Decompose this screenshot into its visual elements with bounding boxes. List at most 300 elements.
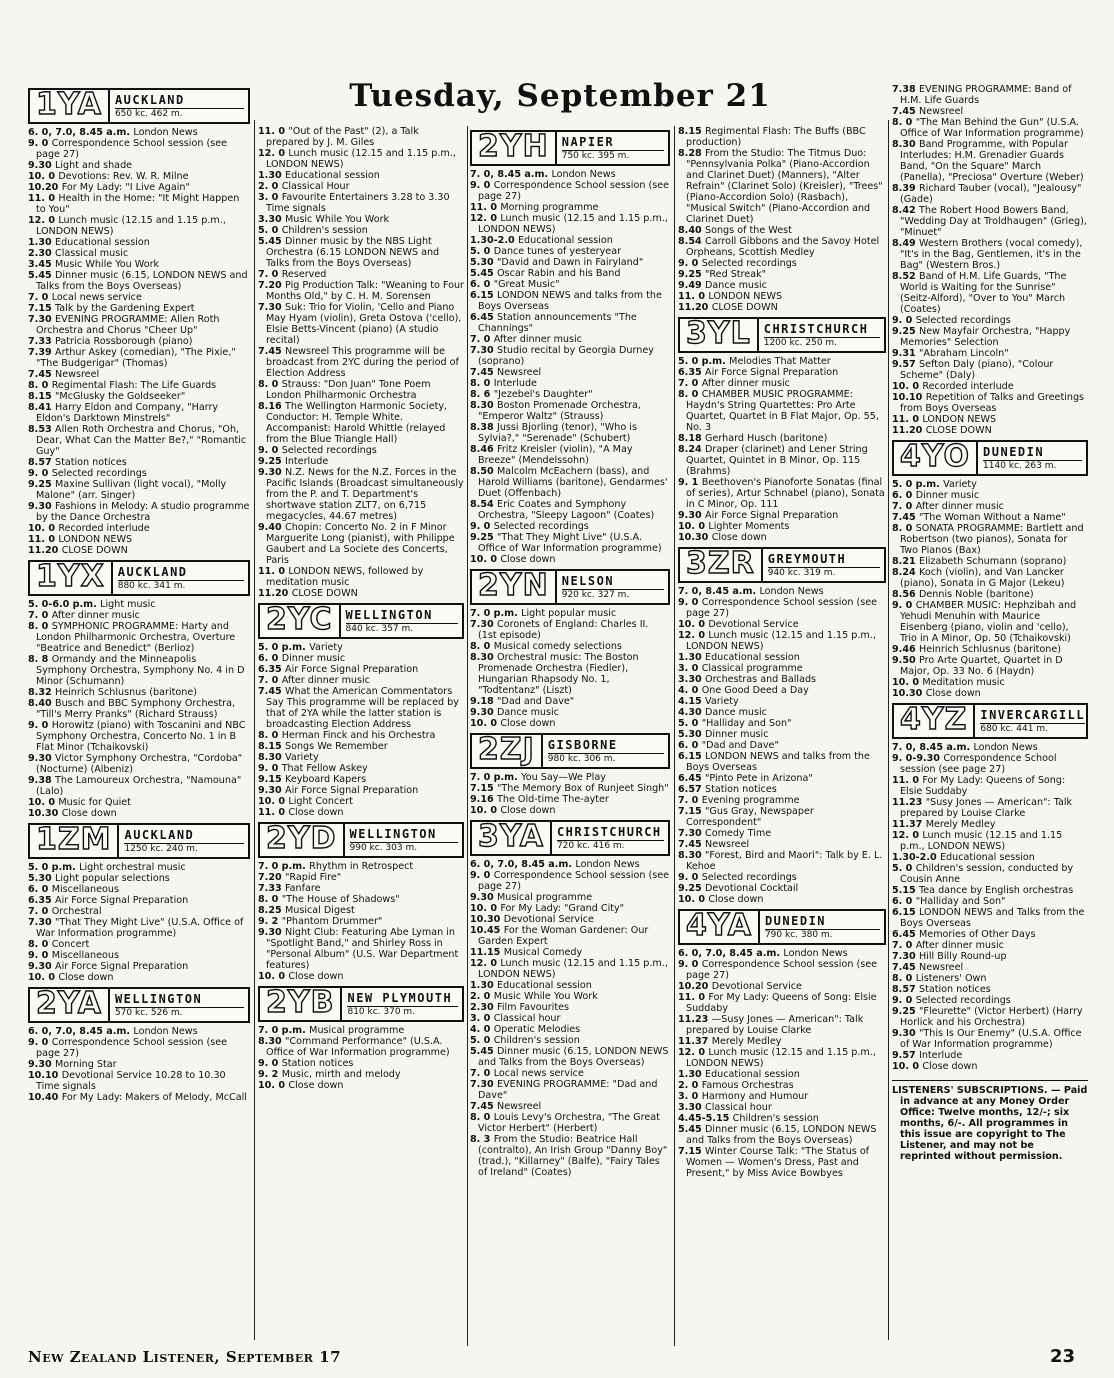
programme-item bbox=[28, 621, 250, 654]
programme-item bbox=[28, 479, 250, 501]
station-banner bbox=[258, 822, 464, 858]
programme-text: Variety bbox=[285, 752, 319, 763]
programme-text: —Susy Jones — American": Talk prepared by Louise Clarke bbox=[686, 1014, 864, 1036]
programme-item bbox=[258, 861, 464, 872]
programme-text: Interlude bbox=[493, 378, 537, 389]
programme-time: 4.15 bbox=[678, 696, 706, 707]
programme-text: "McGlusky the Goldseeker" bbox=[55, 391, 186, 402]
station-info bbox=[119, 825, 248, 857]
programme-item bbox=[678, 269, 886, 280]
programme-item bbox=[28, 336, 250, 347]
programme-time: 9.30 bbox=[28, 961, 56, 972]
programme-text: Listeners' Own bbox=[915, 973, 987, 984]
programme-item bbox=[678, 740, 886, 751]
programme-item bbox=[892, 644, 1088, 655]
programme-text: Victor Symphony Orchestra, "Cordoba" (Nocturne) (Albeniz) bbox=[36, 753, 243, 775]
programme-text: Dinner music bbox=[281, 653, 346, 664]
programme-text: "Pinto Pete in Arizona" bbox=[705, 773, 813, 784]
programme-time: 8.40 bbox=[28, 698, 56, 709]
programme-item bbox=[258, 236, 464, 269]
programme-text: Dance music bbox=[705, 280, 767, 291]
programme-text: Children's session, conducted by Cousin Anne bbox=[900, 863, 1074, 885]
programme-time: 8. 0 bbox=[892, 117, 916, 128]
programme-text: Dinner music (6.15, LONDON NEWS and Talks from the Boys Overseas) bbox=[686, 1124, 877, 1146]
programme-time: 6.45 bbox=[892, 929, 920, 940]
programme-item bbox=[258, 785, 464, 796]
programme-text: Close down bbox=[288, 807, 344, 818]
programme-item bbox=[470, 235, 670, 246]
programme-item bbox=[892, 896, 1088, 907]
programme-text: Correspondence School session (see page 27) bbox=[478, 870, 670, 892]
programme-item bbox=[470, 947, 670, 958]
programme-item bbox=[892, 117, 1088, 139]
programme-item bbox=[470, 389, 670, 400]
programme-item bbox=[28, 402, 250, 424]
programme-time: 9. 0 bbox=[678, 959, 702, 970]
programme-text: Maxine Sullivan (light vocal), "Molly Malone" (arr. Singer) bbox=[36, 479, 227, 501]
station-call-sign: 4YZ bbox=[894, 705, 975, 737]
programme-item bbox=[258, 883, 464, 894]
programme-item bbox=[28, 906, 250, 917]
programme-time: 1.30-2.0 bbox=[470, 235, 518, 246]
programme-time: 9. 0 bbox=[258, 763, 282, 774]
programme-text: Music While You Work bbox=[55, 259, 160, 270]
programme-item bbox=[892, 984, 1088, 995]
programme-text: LONDON NEWS and talks from the Boys Overseas bbox=[686, 751, 870, 773]
programme-text: Correspondence School session (see page 27) bbox=[686, 959, 878, 981]
programme-text: Educational session bbox=[518, 235, 613, 246]
programme-text: Close down bbox=[58, 972, 114, 983]
programme-item bbox=[892, 962, 1088, 973]
programme-item bbox=[28, 698, 250, 720]
programme-time: 7. 0 bbox=[28, 610, 52, 621]
programme-time: 7. 0 bbox=[28, 906, 52, 917]
programme-time: 6.45 bbox=[678, 773, 706, 784]
programme-text: Songs We Remember bbox=[285, 741, 388, 752]
programme-text: LONDON NEWS bbox=[58, 534, 133, 545]
column-rule bbox=[467, 126, 468, 1346]
programme-text: Musical Digest bbox=[285, 905, 355, 916]
programme-text: Lighter Moments bbox=[708, 521, 790, 532]
programme-time: 12. 0 bbox=[470, 958, 501, 969]
programme-text: Memories of Other Days bbox=[919, 929, 1036, 940]
programme-text: Correspondence School session (see page 27) bbox=[478, 180, 670, 202]
programme-time: 11.20 bbox=[892, 425, 926, 436]
programme-item bbox=[678, 258, 886, 269]
programme-text: Lunch music (12.15 and 1.15 p.m., LONDON NEWS) bbox=[36, 215, 226, 237]
programme-text: Air Force Signal Preparation bbox=[55, 895, 189, 906]
column-rule bbox=[254, 120, 255, 1340]
programme-item bbox=[892, 907, 1088, 929]
programme-text: Classical hour bbox=[493, 1013, 561, 1024]
programme-item bbox=[678, 1102, 886, 1113]
programme-item bbox=[28, 391, 250, 402]
programme-text: Air Force Signal Preparation bbox=[705, 510, 839, 521]
programme-time: 12. 0 bbox=[258, 148, 289, 159]
programme-time: 7.33 bbox=[258, 883, 286, 894]
programme-item bbox=[678, 806, 886, 828]
programme-time: 9.18 bbox=[470, 696, 498, 707]
programme-time: 7. 0 bbox=[28, 292, 52, 303]
programme-item bbox=[892, 501, 1088, 512]
programme-time: 9.40 bbox=[258, 522, 286, 533]
programme-text: Merely Medley bbox=[925, 819, 996, 830]
programme-item bbox=[258, 774, 464, 785]
programme-text: Devotional Service bbox=[711, 981, 802, 992]
programme-time: 11. 0 bbox=[678, 291, 709, 302]
programme-text: LONDON NEWS bbox=[708, 291, 783, 302]
programme-text: Film Favourites bbox=[497, 1002, 569, 1013]
programme-time: 8.46 bbox=[470, 444, 498, 455]
programme-text: "Phantom Drummer" bbox=[281, 916, 383, 927]
programme-time: 8. 0 bbox=[258, 730, 282, 741]
programme-item bbox=[892, 753, 1088, 775]
programme-text: "Forest, Bird and Maori": Talk by E. L. Kehoe bbox=[686, 850, 883, 872]
programme-text: EVENING PROGRAMME: Band of H.M. Life Guards bbox=[900, 84, 1072, 106]
programme-item bbox=[892, 1050, 1088, 1061]
programme-time: 6.35 bbox=[258, 664, 286, 675]
programme-item bbox=[470, 466, 670, 499]
programme-item bbox=[258, 346, 464, 379]
programme-item bbox=[470, 870, 670, 892]
programme-time: 3.45 bbox=[28, 259, 56, 270]
column-5 bbox=[892, 84, 1088, 1334]
programme-text: Merely Medley bbox=[711, 1036, 782, 1047]
programme-item bbox=[470, 169, 670, 180]
programme-text: Close down bbox=[61, 808, 117, 819]
station-banner bbox=[470, 733, 670, 769]
programme-time: 8. 0 bbox=[258, 379, 282, 390]
programme-time: 3. 0 bbox=[678, 663, 702, 674]
programme-text: "Gus Gray, Newspaper Correspondent" bbox=[686, 806, 814, 828]
programme-text: "The Man Behind the Gun" (U.S.A. Office of War Information programme) bbox=[900, 117, 1084, 139]
programme-time: 4.30 bbox=[678, 707, 706, 718]
station-call-sign: 4YO bbox=[894, 442, 978, 474]
programme-item bbox=[892, 425, 1088, 436]
station-call-sign: 2ZJ bbox=[472, 735, 543, 767]
programme-time: 10.10 bbox=[892, 392, 926, 403]
programme-item bbox=[258, 872, 464, 883]
programme-item bbox=[470, 980, 670, 991]
programme-time: 8.24 bbox=[892, 567, 920, 578]
programme-text: Classical programme bbox=[701, 663, 803, 674]
column-1 bbox=[28, 84, 250, 1334]
programme-time: 7. 0 p.m. bbox=[470, 608, 522, 619]
programme-time: 5.45 bbox=[470, 268, 498, 279]
programme-text: Fanfare bbox=[285, 883, 321, 894]
station-block bbox=[678, 909, 886, 1179]
programme-text: CLOSE DOWN bbox=[711, 302, 778, 313]
programme-time: 5. 0 p.m. bbox=[258, 642, 310, 653]
programme-item bbox=[470, 1079, 670, 1101]
programme-item bbox=[28, 687, 250, 698]
programme-time: 5.45 bbox=[28, 270, 56, 281]
programme-item bbox=[678, 444, 886, 477]
programme-item bbox=[678, 532, 886, 543]
programme-text: Music While You Work bbox=[493, 991, 598, 1002]
programme-item bbox=[28, 171, 250, 182]
station-banner bbox=[28, 560, 250, 596]
programme-time: 7.20 bbox=[258, 872, 286, 883]
station-frequency: 720 kc. 416 m. bbox=[556, 841, 625, 851]
programme-time: 10.20 bbox=[28, 182, 62, 193]
programme-item bbox=[28, 424, 250, 457]
station-banner bbox=[678, 547, 886, 583]
station-info bbox=[345, 824, 463, 856]
programme-text: Richard Tauber (vocal), "Jealousy" (Gade) bbox=[900, 183, 1082, 205]
programme-text: Newsreel This programme will be broadcast from 2YC during the period of Election Address bbox=[266, 346, 459, 379]
programme-item bbox=[258, 686, 464, 730]
programme-item bbox=[28, 138, 250, 160]
programme-item bbox=[678, 148, 886, 225]
programme-text: Winter Course Talk: "The Status of Women — Women's Dress, Past and Present," by Miss Avice Bowbyes bbox=[686, 1146, 870, 1179]
programme-time: 7.45 bbox=[28, 369, 56, 380]
programme-text: Evening programme bbox=[701, 795, 800, 806]
programme-text: Recorded interlude bbox=[922, 381, 1014, 392]
programme-item bbox=[678, 773, 886, 784]
programme-text: Educational session bbox=[940, 852, 1035, 863]
programme-time: 9. 0-9.30 bbox=[892, 753, 944, 764]
programme-item bbox=[28, 961, 250, 972]
programme-time: 4.45-5.15 bbox=[678, 1113, 733, 1124]
programme-time: 3. 0 bbox=[678, 1091, 702, 1102]
programme-item bbox=[892, 392, 1088, 414]
programme-text: Reserved bbox=[281, 269, 327, 280]
column-4 bbox=[678, 126, 886, 1376]
programme-text: Close down bbox=[922, 1061, 978, 1072]
programme-time: 1.30 bbox=[678, 1069, 706, 1080]
station-block bbox=[258, 126, 464, 599]
programme-item bbox=[470, 312, 670, 334]
programme-time: 2.30 bbox=[28, 248, 56, 259]
programme-time: 9.30 bbox=[258, 785, 286, 796]
station-banner bbox=[892, 440, 1088, 476]
programme-time: 12. 0 bbox=[678, 630, 709, 641]
programme-item bbox=[678, 1124, 886, 1146]
programme-text: Oscar Rabin and his Band bbox=[497, 268, 621, 279]
programme-time: 11. 0 bbox=[28, 534, 59, 545]
programme-item bbox=[28, 895, 250, 906]
programme-item bbox=[470, 1002, 670, 1013]
programme-time: 9.30 bbox=[28, 1059, 56, 1070]
programme-time: 6. 0, 7.0, 8.45 a.m. bbox=[28, 127, 134, 138]
programme-item bbox=[892, 183, 1088, 205]
station-banner bbox=[892, 703, 1088, 739]
programme-text: Classical music bbox=[55, 248, 129, 259]
programme-time: 10. 0 bbox=[258, 971, 289, 982]
programme-text: Dinner music by the NBS Light Orchestra (6.15 LONDON NEWS and Talks from the Boys Overseas) bbox=[266, 236, 440, 269]
programme-text: Newsreel bbox=[919, 106, 964, 117]
programme-item bbox=[470, 991, 670, 1002]
station-city: AUCKLAND bbox=[118, 565, 244, 581]
programme-text: "Fleurette" (Victor Herbert) (Harry Horlick and his Orchestra) bbox=[900, 1006, 1083, 1028]
programme-time: 9.25 bbox=[678, 883, 706, 894]
programme-item bbox=[470, 641, 670, 652]
programme-text: "The Memory Box of Runjeet Singh" bbox=[497, 783, 669, 794]
programme-time: 7. 0 p.m. bbox=[470, 772, 522, 783]
programme-time: 8.50 bbox=[470, 466, 498, 477]
programme-item bbox=[258, 675, 464, 686]
programme-text: Gerhard Husch (baritone) bbox=[705, 433, 828, 444]
programme-time: 12. 0 bbox=[892, 830, 923, 841]
programme-text: Children's session bbox=[493, 1035, 580, 1046]
programme-item bbox=[678, 751, 886, 773]
programme-text: CHAMBER MUSIC: Hephzibah and Yehudi Menuhin with Maurice Eisenberg (piano, violin and 'cello), Trio in A Minor, Op. 50 (Tchaikovski) bbox=[900, 600, 1077, 644]
programme-item bbox=[892, 819, 1088, 830]
programme-text: "Susy Jones — American": Talk prepared by Louise Clarke bbox=[900, 797, 1073, 819]
station-call-sign: 2YD bbox=[260, 824, 345, 856]
programme-text: "That They Might Live" (U.S.A. Office of War Information programme) bbox=[478, 532, 662, 554]
programme-text: Devotional Service bbox=[708, 619, 799, 630]
programme-item bbox=[678, 696, 886, 707]
station-info bbox=[543, 735, 668, 767]
programme-time: 8. 0 bbox=[892, 973, 916, 984]
programme-item bbox=[258, 181, 464, 192]
programme-time: 2. 0 bbox=[258, 181, 282, 192]
programme-item bbox=[470, 213, 670, 235]
programme-time: 9.25 bbox=[892, 1006, 920, 1017]
programme-time: 7.15 bbox=[470, 783, 498, 794]
programme-item bbox=[892, 315, 1088, 326]
station-block bbox=[678, 547, 886, 905]
programme-text: Dennis Noble (baritone) bbox=[919, 589, 1034, 600]
programme-item bbox=[258, 456, 464, 467]
programme-time: 9. 0 bbox=[470, 521, 494, 532]
programme-time: 7. 0, 8.45 a.m. bbox=[470, 169, 552, 180]
station-block bbox=[678, 126, 886, 313]
programme-time: 4. 0 bbox=[678, 685, 702, 696]
programme-text: Close down bbox=[925, 688, 981, 699]
station-call-sign: 1ZM bbox=[30, 825, 119, 857]
programme-text: Fashions in Melody: A studio programme by the Dance Orchestra bbox=[36, 501, 250, 523]
programme-item bbox=[678, 236, 886, 258]
programme-item bbox=[28, 950, 250, 961]
programme-item bbox=[892, 106, 1088, 117]
programme-text: Heinrich Schlusnus (baritone) bbox=[55, 687, 197, 698]
programme-time: 8.53 bbox=[28, 424, 56, 435]
column-2 bbox=[258, 126, 464, 1376]
programme-text: Orchestral bbox=[51, 906, 102, 917]
programme-time: 10. 0 bbox=[678, 619, 709, 630]
programme-item bbox=[892, 479, 1088, 490]
programme-item bbox=[678, 225, 886, 236]
programme-time: 9.25 bbox=[28, 479, 56, 490]
programme-text: London News bbox=[759, 586, 824, 597]
station-city: WELLINGTON bbox=[346, 608, 458, 624]
programme-text: For My Lady: Queens of Song: Elsie Suddaby bbox=[900, 775, 1066, 797]
programme-time: 8.30 bbox=[678, 850, 706, 861]
programme-item bbox=[28, 1092, 250, 1103]
programme-item bbox=[258, 1069, 464, 1080]
programme-time: 8.30 bbox=[470, 652, 498, 663]
programme-time: 6. 0 bbox=[892, 490, 916, 501]
programme-time: 10. 0 bbox=[470, 805, 501, 816]
programme-text: Musical comedy selections bbox=[493, 641, 622, 652]
programme-text: Lunch music (12.15 and 1.15 p.m., LONDON NEWS) bbox=[900, 830, 1063, 852]
programme-item bbox=[892, 797, 1088, 819]
programme-time: 9.30 bbox=[28, 160, 56, 171]
programme-text: Light music bbox=[100, 599, 156, 610]
programme-text: Station announcements "The Channings" bbox=[478, 312, 637, 334]
programme-text: Dance music bbox=[705, 707, 767, 718]
programme-item bbox=[678, 674, 886, 685]
programme-time: 8. 0 bbox=[470, 641, 494, 652]
station-frequency: 920 kc. 327 m. bbox=[561, 590, 630, 600]
programme-text: Talk by the Gardening Expert bbox=[55, 303, 195, 314]
programme-text: Dance music bbox=[497, 707, 559, 718]
programme-time: 7.45 bbox=[678, 839, 706, 850]
programme-text: Sefton Daly (piano), "Colour Scheme" (Daly) bbox=[900, 359, 1054, 381]
programme-time: 9.57 bbox=[892, 359, 920, 370]
programme-time: 9.38 bbox=[28, 775, 56, 786]
programme-text: Louis Levy's Orchestra, "The Great Victor Herbert" (Herbert) bbox=[478, 1112, 660, 1134]
programme-time: 10. 0 bbox=[258, 1080, 289, 1091]
programme-time: 8. 8 bbox=[28, 654, 52, 665]
programme-time: 9. 2 bbox=[258, 916, 282, 927]
programme-time: 9.30 bbox=[28, 753, 56, 764]
programme-text: Variety bbox=[309, 642, 343, 653]
programme-text: Fritz Kreisler (violin), "A May Breeze" (Mendelssohn) bbox=[478, 444, 633, 466]
programme-text: Lunch music (12.15 and 1.15 p.m., LONDON NEWS) bbox=[478, 213, 668, 235]
programme-text: Light orchestral music bbox=[79, 862, 186, 873]
programme-item bbox=[678, 521, 886, 532]
programme-item bbox=[470, 422, 670, 444]
programme-time: 9.31 bbox=[892, 348, 920, 359]
programme-item bbox=[892, 490, 1088, 501]
programme-text: Light and shade bbox=[55, 160, 133, 171]
programme-item bbox=[892, 1028, 1088, 1050]
programme-time: 6. 0, 7.0, 8.45 a.m. bbox=[28, 1026, 134, 1037]
programme-time: 8.57 bbox=[892, 984, 920, 995]
station-city: NAPIER bbox=[562, 135, 664, 151]
programme-text: "Halliday and Son" bbox=[701, 718, 792, 729]
programme-text: Famous Orchestras bbox=[701, 1080, 794, 1091]
programme-text: Western Brothers (vocal comedy), "It's in the Bag, Gentlemen, it's in the Bag" (Western Bros.) bbox=[900, 238, 1083, 271]
programme-time: 8.24 bbox=[678, 444, 706, 455]
programme-text: Pig Production Talk: "Weaning to Four Months Old," by C. H. M. Sorensen bbox=[266, 280, 464, 302]
station-city: CHRISTCHURCH bbox=[764, 322, 880, 338]
programme-time: 10. 0 bbox=[892, 381, 923, 392]
programme-text: Rhythm in Retrospect bbox=[309, 861, 414, 872]
station-banner bbox=[28, 823, 250, 859]
programme-text: Educational session bbox=[705, 652, 800, 663]
programme-text: LONDON NEWS bbox=[922, 414, 997, 425]
programme-item bbox=[892, 885, 1088, 896]
programme-text: Selected recordings bbox=[493, 521, 589, 532]
station-banner bbox=[678, 909, 886, 945]
programme-item bbox=[470, 1013, 670, 1024]
programme-time: 7.45 bbox=[258, 686, 286, 697]
programme-time: 8.18 bbox=[678, 433, 706, 444]
programme-text: N.Z. News for the N.Z. Forces in the Pacific Islands (Broadcast simultaneously from the P. and T. Department's shortwave station ZLT7, on 6,715 megacycles, 44.67 metres) bbox=[266, 467, 464, 522]
programme-text: Devotional Cocktail bbox=[705, 883, 799, 894]
programme-time: 11.20 bbox=[28, 545, 62, 556]
programme-text: Studio recital by Georgia Durney (soprano) bbox=[478, 345, 654, 367]
programme-item bbox=[892, 1061, 1088, 1072]
station-block bbox=[28, 88, 250, 556]
programme-item bbox=[470, 499, 670, 521]
programme-text: "Abraham Lincoln" bbox=[919, 348, 1009, 359]
programme-item bbox=[470, 608, 670, 619]
programme-item bbox=[258, 1080, 464, 1091]
station-block bbox=[470, 820, 670, 1178]
programme-time: 7. 0 bbox=[892, 501, 916, 512]
station-call-sign: 3YL bbox=[680, 319, 759, 351]
programme-time: 10.45 bbox=[470, 925, 504, 936]
programme-item bbox=[28, 884, 250, 895]
programme-time: 9. 0 bbox=[28, 138, 52, 149]
programme-time: 5.30 bbox=[28, 873, 56, 884]
